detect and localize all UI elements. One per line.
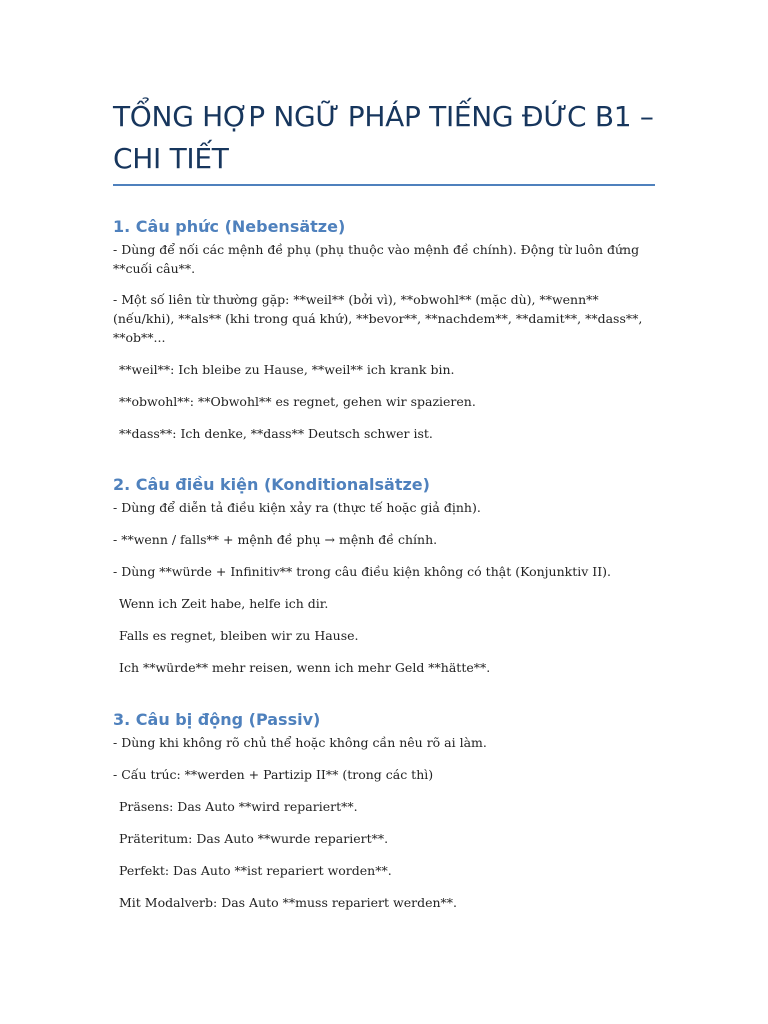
example-sentence: **dass**: Ich denke, **dass** Deutsch schwer ist.: [119, 426, 433, 441]
example-sentence: Präteritum: Das Auto **wurde repariert**.: [119, 831, 389, 846]
example-sentence: Ich **würde** mehr reisen, wenn ich mehr Geld **hätte**.: [119, 660, 491, 675]
example-sentence: Wenn ich Zeit habe, helfe ich dir.: [119, 596, 329, 611]
section-heading: 3. Câu bị động (Passiv): [113, 710, 321, 729]
document-title-line-2: CHI TIẾT: [113, 142, 229, 175]
section-bullet: - **wenn / falls** + mệnh đề phụ → mệnh đề chính.: [113, 532, 438, 547]
section-passiv: [113, 710, 658, 912]
example-sentence: Falls es regnet, bleiben wir zu Hause.: [119, 628, 359, 643]
section-bullet: - Một số liên từ thường gặp: **weil** (bởi vì), **obwohl** (mặc dù), **wenn** (nếu/khi), **als** (khi trong quá khứ), **bevor**, **nachdem**, **damit**, **dass**, **ob**...: [113, 292, 643, 345]
document-title: [113, 96, 658, 180]
section-bullet: - Dùng để diễn tả điều kiện xảy ra (thực tế hoặc giả định).: [113, 500, 481, 515]
section-bullet: - Dùng khi không rõ chủ thể hoặc không cần nêu rõ ai làm.: [113, 735, 487, 750]
section-heading: 1. Câu phức (Nebensätze): [113, 217, 346, 236]
example-sentence: Mit Modalverb: Das Auto **muss repariert werden**.: [119, 895, 458, 910]
example-sentence: **weil**: Ich bleibe zu Hause, **weil** ich krank bin.: [119, 362, 455, 377]
example-sentence: **obwohl**: **Obwohl** es regnet, gehen wir spazieren.: [119, 394, 476, 409]
section-bullet: - Dùng để nối các mệnh đề phụ (phụ thuộc vào mệnh đề chính). Động từ luôn đứng **cuối câu**.: [113, 242, 640, 276]
section-heading: 2. Câu điều kiện (Konditionalsätze): [113, 475, 430, 494]
document-title-line-1: TỔNG HỢP NGỮ PHÁP TIẾNG ĐỨC B1 –: [113, 100, 654, 133]
section-konditionalsaetze: [113, 475, 658, 677]
section-nebensaetze: [113, 217, 658, 443]
section-bullet: - Cấu trúc: **werden + Partizip II** (trong các thì): [113, 767, 434, 782]
example-sentence: Präsens: Das Auto **wird repariert**.: [119, 799, 358, 814]
example-sentence: Perfekt: Das Auto **ist repariert worden**.: [119, 863, 392, 878]
section-bullet: - Dùng **würde + Infinitiv** trong câu điều kiện không có thật (Konjunktiv II).: [113, 564, 611, 579]
title-divider: [113, 184, 655, 186]
document-page: [113, 96, 658, 912]
